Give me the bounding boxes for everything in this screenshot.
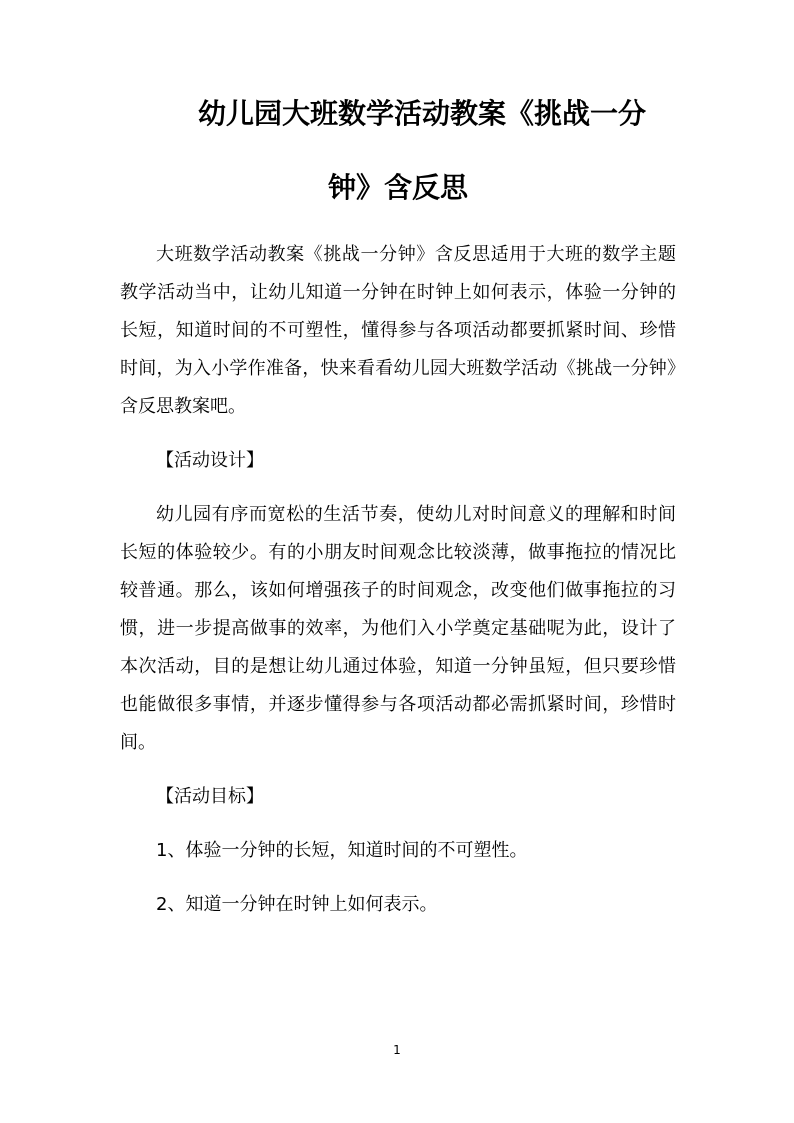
section-heading-activity-design: 【活动设计】 [156, 450, 264, 471]
intro-paragraph: 大班数学活动教案《挑战一分钟》含反思适用于大班的数学主题教学活动当中，让幼儿知道一分钟在时钟上如何表示，体验一分钟的长短，知道时间的不可塑性，懂得参与各项活动都要抓紧时间、珍惜时间，为入小学作准备，快来看看幼儿园大班数学活动《挑战一分钟》含反思教案吧。 [120, 244, 676, 417]
page-number: 1 [393, 1043, 401, 1057]
document-body [120, 236, 676, 924]
document-title-line-2: 钟》含反思 [327, 171, 468, 204]
document-title-line-1: 幼儿园大班数学活动教案《挑战一分 [197, 97, 646, 130]
goal-item-1: 1、体验一分钟的长短，知道时间的不可塑性。 [156, 840, 528, 861]
goal-item-2: 2、知道一分钟在时钟上如何表示。 [156, 894, 438, 915]
section-heading-activity-goals: 【活动目标】 [156, 786, 264, 807]
activity-design-paragraph: 幼儿园有序而宽松的生活节奏，使幼儿对时间意义的理解和时间长短的体验较少。有的小朋友时间观念比较淡薄，做事拖拉的情况比较普通。那么，该如何增强孩子的时间观念，改变他们做事拖拉的习惯，进一步提高做事的效率，为他们入小学奠定基础呢为此，设计了本次活动，目的是想让幼儿通过体验，知道一分钟虽短，但只要珍惜也能做很多事情，并逐步懂得参与各项活动都必需抓紧时间，珍惜时间。 [120, 504, 676, 753]
